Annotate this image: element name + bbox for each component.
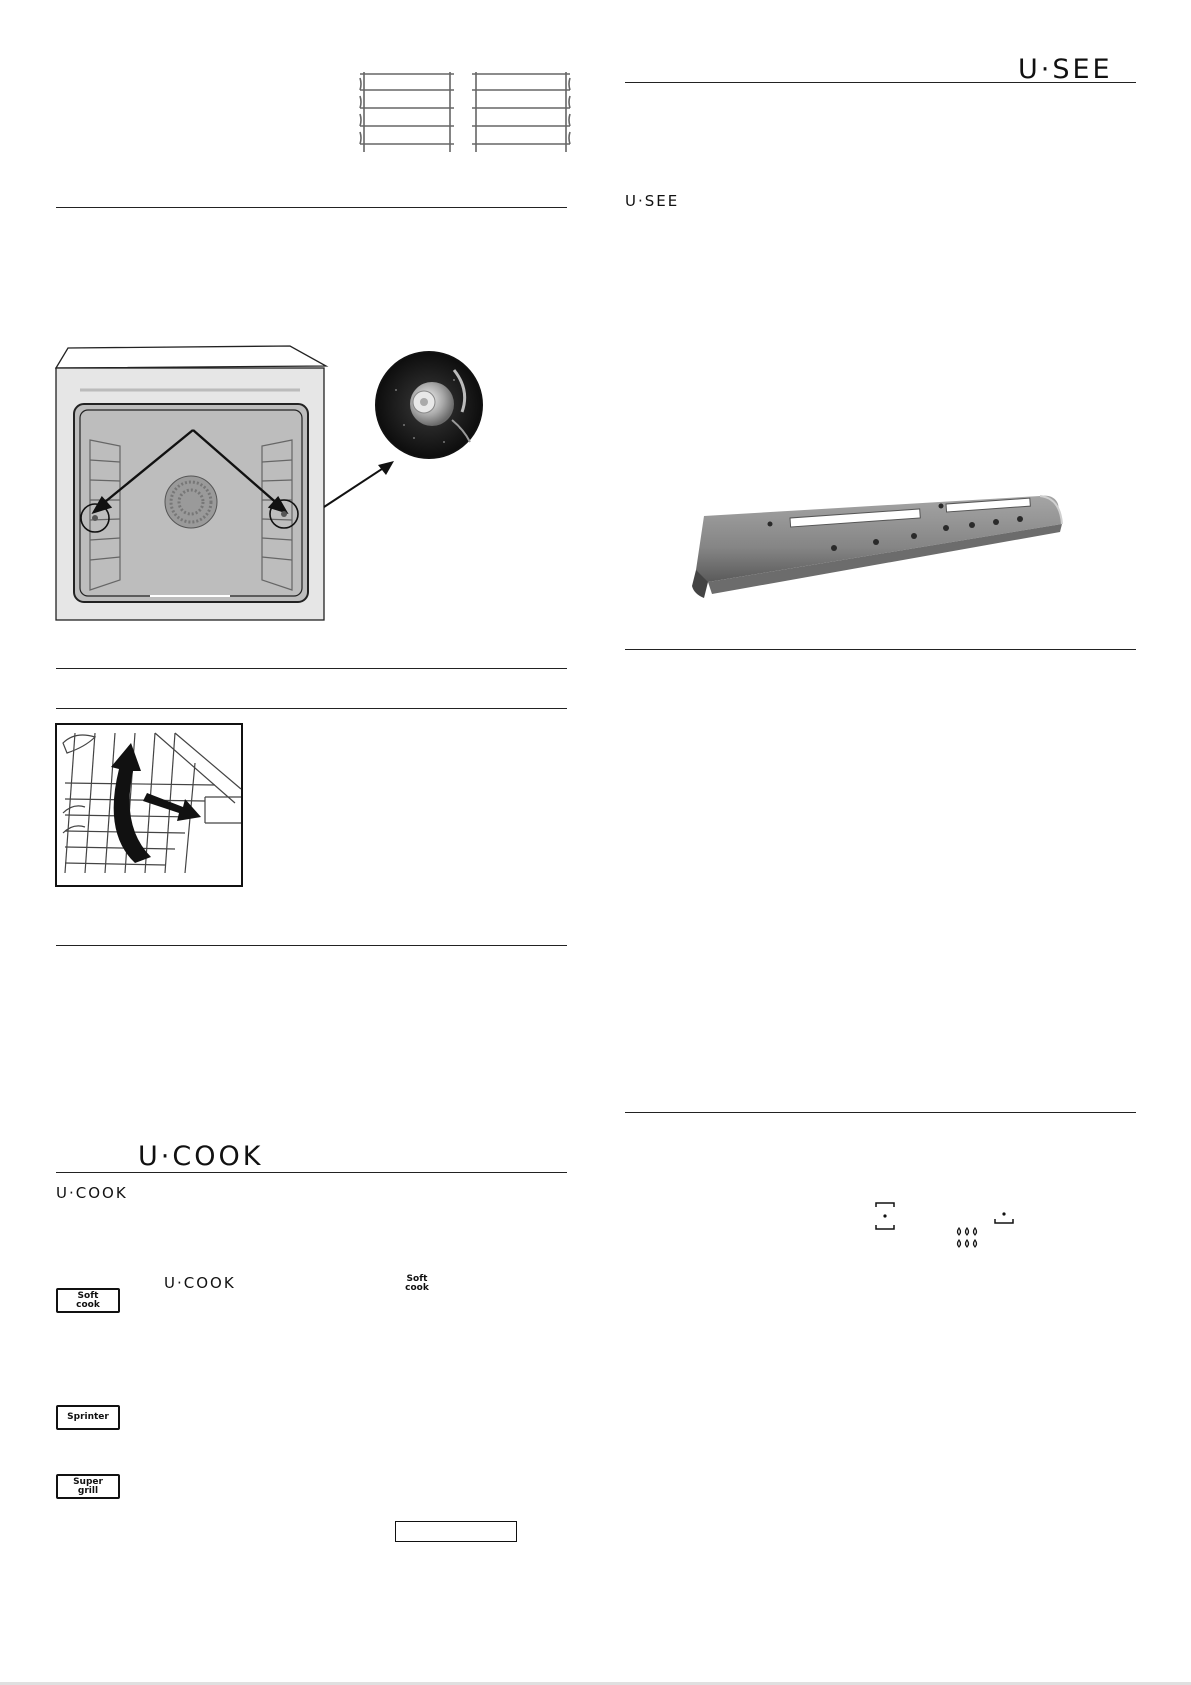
ucook-logo-inline: U·COOK [164,1274,236,1292]
softcook-inline-icon: Soft cook [405,1274,429,1293]
water-drops-icon [954,1226,980,1250]
rack-removal-illustration [55,723,243,887]
oven-interior-illustration [50,340,330,622]
outlined-box [395,1521,517,1542]
section-divider [56,708,567,709]
ucook-logo-heading: U·COOK [138,1141,264,1172]
usee-panel-photo [690,490,1065,600]
zoom-pointer-arrow [320,455,400,511]
section-divider [625,649,1136,650]
usee-logo-inline: U·SEE [625,192,680,210]
shelf-supports-illustration [358,68,573,156]
sprinter-badge: Sprinter [56,1405,120,1430]
usee-section-divider [625,82,1136,83]
softcook-badge: Soft cook [56,1288,120,1313]
screw-closeup-photo [374,350,484,460]
lower-bracket-icon [992,1207,1016,1229]
usee-logo-header: U·SEE [1018,54,1113,85]
section-divider [56,668,567,669]
section-divider [56,945,567,946]
ucook-logo-inline: U·COOK [56,1184,128,1202]
key-bracket-icon [873,1201,897,1231]
section-divider [625,1112,1136,1113]
supergrill-badge: Super grill [56,1474,120,1499]
section-divider [56,207,567,208]
ucook-section-divider [56,1172,567,1173]
